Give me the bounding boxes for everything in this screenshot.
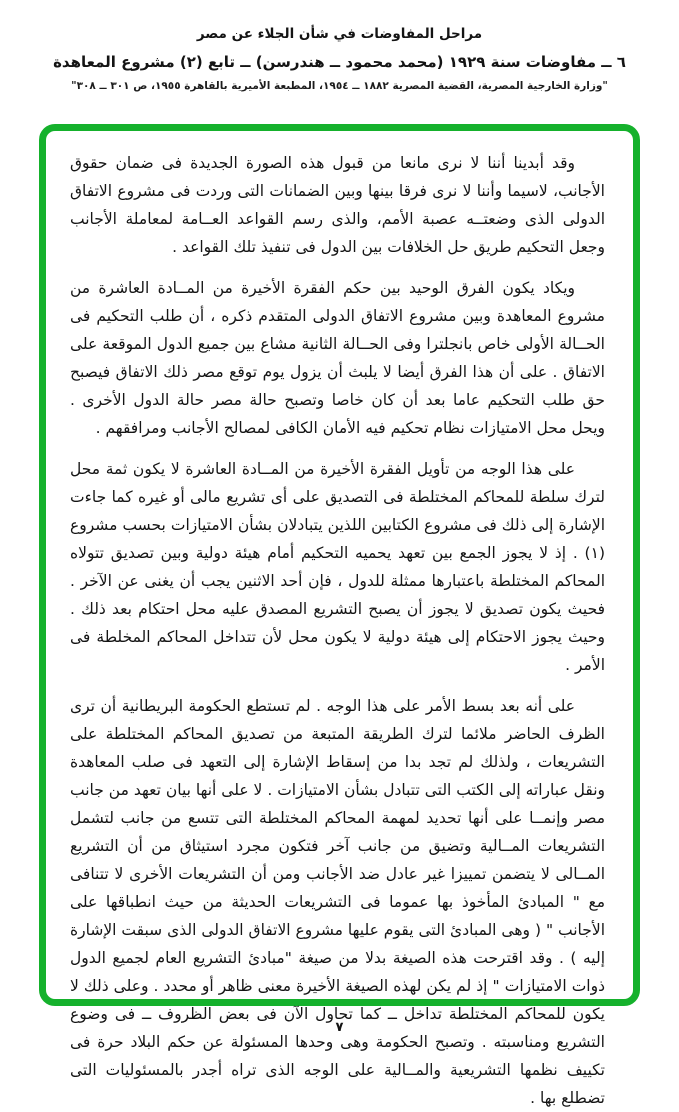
body-paragraph-1: وقد أبدينا أننا لا نرى مانعا من قبول هذه الصورة الجديدة فى ضمان حقوق الأجانب، لاسيما وأننا لا نرى فرقا بينها وبين الضمانات التى وردت فى مشروع الاتفاق الدولى الذى وضعتــه عصبة الأمم، والذى رسم القواعد العــامة لمعاملة الأجانب وجعل التحكيم طريق حل الخلافات بين الدول فى تنفيذ تلك القواعد . [70,154,605,256]
document-title: مراحل المفاوضات في شأن الجلاء عن مصر [196,26,483,42]
page-header [0,26,679,92]
page-number: ٧ [335,1020,344,1035]
body-paragraph-2: ويكاد يكون الفرق الوحيد بين حكم الفقرة الأخيرة من المــادة العاشرة من مشروع المعاهدة وبين مشروع الاتفاق الدولى المتقدم ذكره ، أن طلب التحكيم فى الحــالة الأولى خاص بانجلترا وفى الحــالة الثانية مشاع بين جميع الدول الموقعة على الاتفاق . على أن هذا الفرق أيضا لا يلبث أن يزول يوم توقع مصر ذلك الاتفاق فيصبح حق طلب التحكيم عاما بعد أن كان خاصا وتصبح حالة مصر حالة الدول الأخرى . ويحل محل الامتيازات نظام تحكيم فيه الأمان الكافى لمصالح الأجانب ومرافقهم . [70,279,605,437]
body-paragraph-4: على أنه بعد بسط الأمر على هذا الوجه . لم تستطع الحكومة البريطانية أن ترى الظرف الحاضر ملائما لترك الطريقة المتبعة من تصديق المحاكم المختلطة على التشريعات ، ولذلك لم تجد بدا من إسقاط الإشارة إلى التعهد فى صلب المعاهدة ونقل عباراته إلى الكتب التى تتبادل بشأن الامتيازات . لا على أنها بيان تعهد من جانب مصر وإنمــا على أنها تحديد لمهمة المحاكم المختلطة التى تتسع من جانب لتشمل التشريعات المــالية وتضيق من جانب آخر فتكون مجرد استيثاق من أن التشريع المــالى لا يتضمن تمييزا غير عادل ضد الأجانب ومن أن التشريعات الأخرى لا تتنافى مع " المبادئ المأخوذ بها عموما فى التشريعات الحديثة من حيث انطباقها على الأجانب " ( وهى المبادئ التى يقوم عليها مشروع الاتفاق الدولى الذى سبقت الإشارة إليه ) . وقد اقترحت هذه الصيغة بدلا من صيغة "مبادئ التشريع العام لجميع الدول ذوات الامتيازات " إذ لم يكن لهذه الصيغة الأخيرة معنى ظاهر أو محدد . وعلى ذلك لا يكون للمحاكم المختلطة تداخل ــ كما تحاول الآن فى بعض الظروف ــ فى وضوع التشريع ومناسبته . وتصبح الحكومة وهى وحدها المسئولة عن حكم البلاد حرة فى تكييف نظمها التشريعية والمــالية على الوجه الذى تراه أجدر بالمسئوليات التى تضطلع بها . [70,697,605,1107]
body-paragraph-3: على هذا الوجه من تأويل الفقرة الأخيرة من المــادة العاشرة لا يكون ثمة محل لترك سلطة للمحاكم المختلطة فى التصديق على أى تشريع مالى أو غيره كما جاءت الإشارة إلى ذلك فى مشروع الكتابين اللذين يتبادلان بشأن الامتيازات بحسب مشروع (١) . إذ لا يجوز الجمع بين تعهد يحميه التحكيم أمام هيئة دولية وبين تصديق تتولاه المحاكم المختلطة باعتبارها ممثلة للدول ، فإن أحد الاثنين يجب أن يغنى عن الآخر . فحيث يكون تصديق لا يجوز أن يصبح التشريع المصدق عليه محل احتكام بعد ذلك . وحيث يجوز الاحتكام إلى هيئة دولية لا يكون محل لأن تتداخل المحاكم المخلطة فى الأمر . [70,460,605,674]
document-subtitle: ٦ ــ مفاوضات سنة ١٩٢٩ (محمد محمود ــ هندرسن) ــ تابع (٢) مشروع المعاهدة [53,53,626,71]
source-citation: "وزارة الخارجية المصرية، القضية المصرية ١٨٨٢ ــ ١٩٥٤، المطبعة الأميرية بالقاهرة ١٩٥٥، ص ٣٠١ ــ ٣٠٨" [71,80,608,92]
text-frame [39,124,640,1107]
page-footer [0,1016,679,1035]
